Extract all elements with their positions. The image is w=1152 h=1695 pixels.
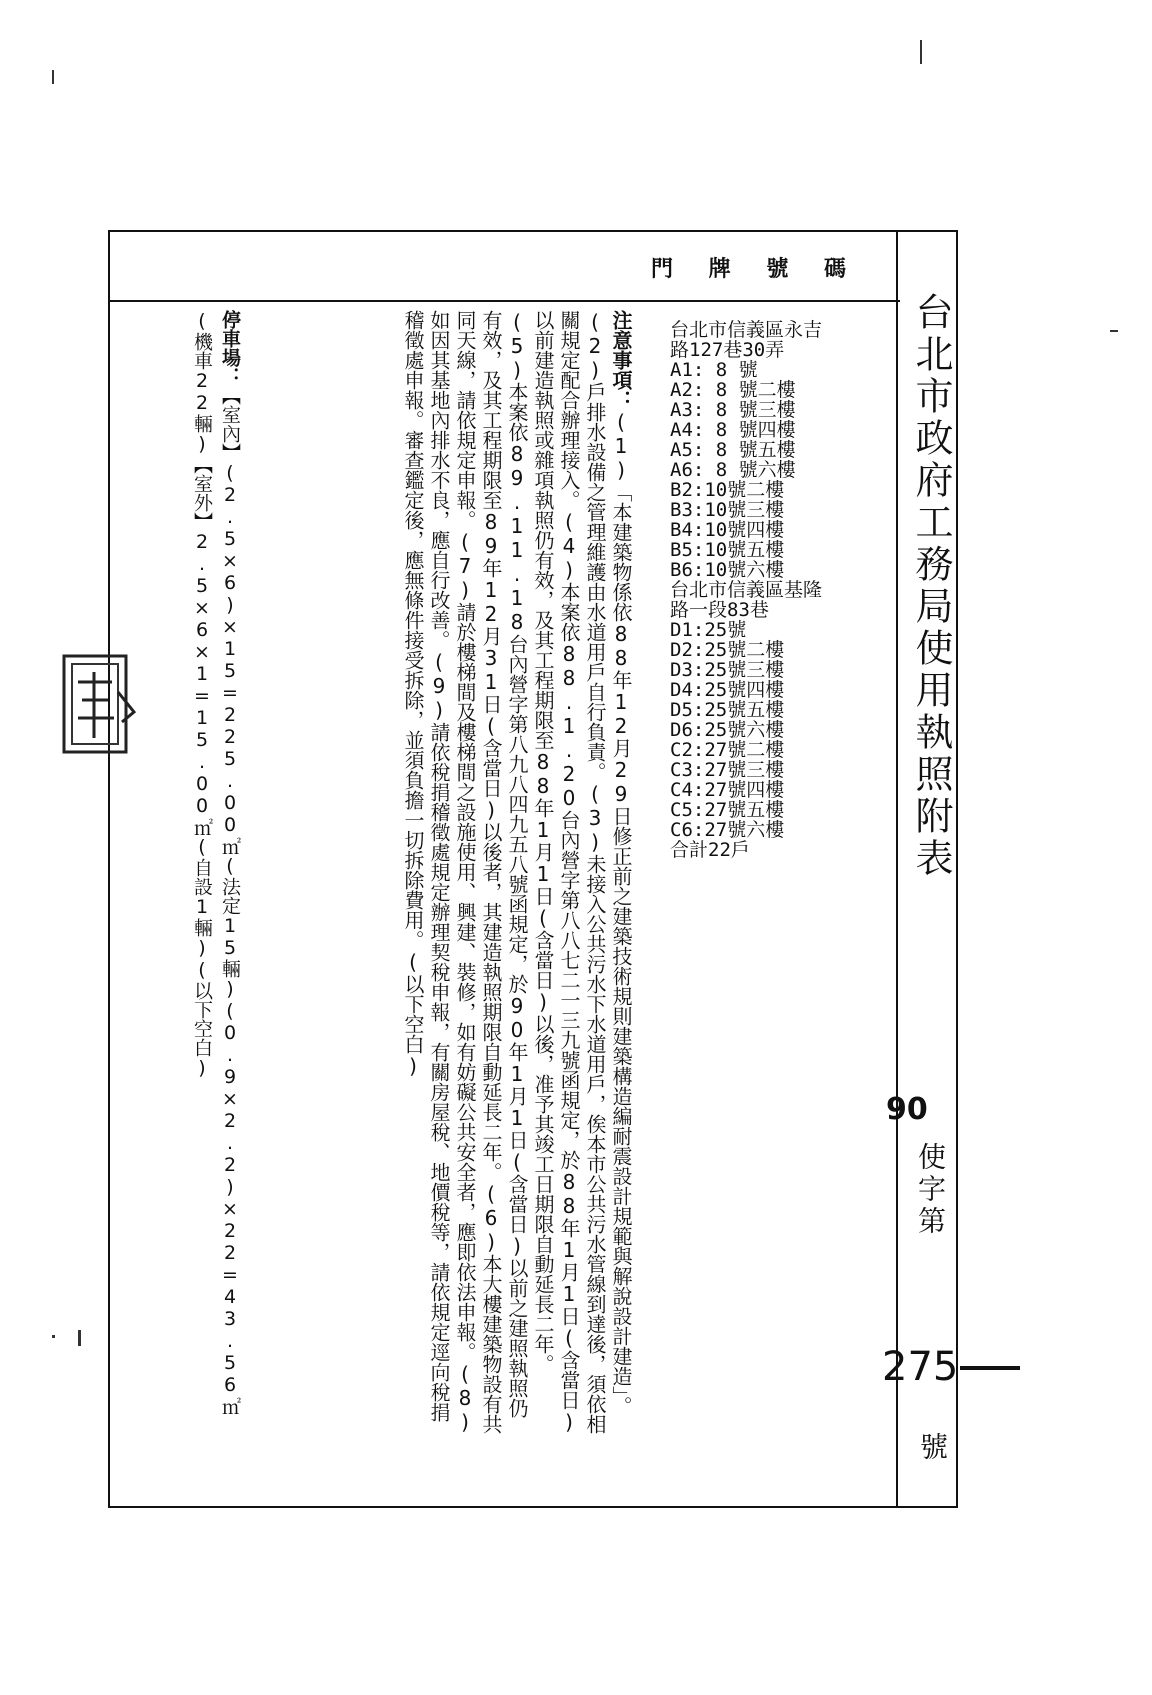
address-line: D1:25號 xyxy=(670,619,747,641)
address-line: 合計22戶 xyxy=(670,839,750,861)
notes-label: 注意事項： xyxy=(609,310,633,410)
parking-label: 停車場： xyxy=(219,310,241,386)
parking-block xyxy=(188,310,244,1430)
address-line: C4:27號四樓 xyxy=(670,779,785,801)
address-line: A5: 8 號五樓 xyxy=(670,439,796,461)
seal-stamp xyxy=(58,652,136,762)
address-line: B6:10號六樓 xyxy=(670,559,785,581)
scan-speck xyxy=(920,40,922,64)
address-line: C6:27號六樓 xyxy=(670,819,785,841)
address-line: A1: 8 號 xyxy=(670,359,758,381)
address-line: A4: 8 號四樓 xyxy=(670,419,796,441)
address-line: B3:10號三樓 xyxy=(670,499,785,521)
license-number: 275 xyxy=(882,1344,959,1390)
address-line: 台北市信義區基隆 xyxy=(670,579,823,601)
address-line: A6: 8 號六樓 xyxy=(670,459,796,481)
document-title: 台北市政府工務局使用執照附表 xyxy=(909,292,953,880)
address-line: C5:27號五樓 xyxy=(670,799,785,821)
scan-speck xyxy=(1110,330,1118,332)
scan-speck xyxy=(52,70,54,84)
address-line: 路一段83巷 xyxy=(670,599,769,621)
address-line: D5:25號五樓 xyxy=(670,699,785,721)
scan-speck xyxy=(52,1335,55,1338)
address-line: B4:10號四樓 xyxy=(670,519,785,541)
license-year: 90 xyxy=(886,1092,928,1127)
address-line: D3:25號三樓 xyxy=(670,659,785,681)
address-line: B5:10號五樓 xyxy=(670,539,785,561)
handwritten-dash xyxy=(960,1366,1020,1370)
address-line: A3: 8 號三樓 xyxy=(670,399,796,421)
license-table xyxy=(108,230,958,1508)
title-column xyxy=(882,232,959,1506)
address-line: 台北市信義區永吉 xyxy=(670,319,823,341)
notes-block xyxy=(400,310,634,1435)
address-line: D2:25號二樓 xyxy=(670,639,785,661)
parking-text: 【室內】(2.5×6)×15=225.00㎡(法定15輛)(0.9×2.2)×22=43.56㎡(機車22輛)【室外】2.5×6×1=15.00㎡(自設1輛)(以下空白) xyxy=(191,310,241,1415)
license-prefix: 使字第 xyxy=(914,1142,947,1238)
address-line: C2:27號二樓 xyxy=(670,739,785,761)
header-label: 門 牌 號 碼 xyxy=(651,257,860,282)
scan-speck xyxy=(78,1330,81,1346)
address-line: C3:27號三樓 xyxy=(670,759,785,781)
notes-text: (1)「本建築物係依88年12月29日修正前之建築技術規則建築構造編耐震設計規範與解說設計建造」。(2)戶排水設備之管理維護由水道用戶自行負責。(3)未接入公共污水下水道用戶，俟本市公共污水管線到達後，須依相關規定配合辦理接入。(4)本案依88.1.20台內營字第八八七二一三九號函規定，於88年1月1日(含當日)以前建造執照或雜項執照仍有效，及其工程期限至88年1月1日(含當日)以後，准予其竣工日期限自動延長二年。(5)本案依89.11.18台內營字第八九八四九五八號函規定，於90年1月1日(含當日)以前之建照執照仍有效，及其工程期限至89年12月31日(含當日)以後者，其建造執照期限自動延長二年。(6)本大樓建築物設有共同天線，請依規定申報。(7)請於樓梯間及樓梯間之設施使用、興建、裝修，如有妨礙公共安全者，應即依法申報。(8)如因其基地內排水不良，應自行改善。(9)請依稅捐稽徵處規定辦理契稅申報，有關房屋稅、地價稅等，請依規定逕向稅捐稽徵處申報。審查鑑定後，應無條件接受拆除，並須負擔一切拆除費用。(以下空白) xyxy=(401,310,633,1434)
address-line: D6:25號六樓 xyxy=(670,719,785,741)
address-line: 路127巷30弄 xyxy=(670,339,785,361)
address-line: A2: 8 號二樓 xyxy=(670,379,796,401)
address-line: B2:10號二樓 xyxy=(670,479,785,501)
header-row xyxy=(110,232,900,302)
address-list xyxy=(670,320,822,860)
address-line: D4:25號四樓 xyxy=(670,679,785,701)
license-suffix: 號 xyxy=(916,1432,949,1460)
